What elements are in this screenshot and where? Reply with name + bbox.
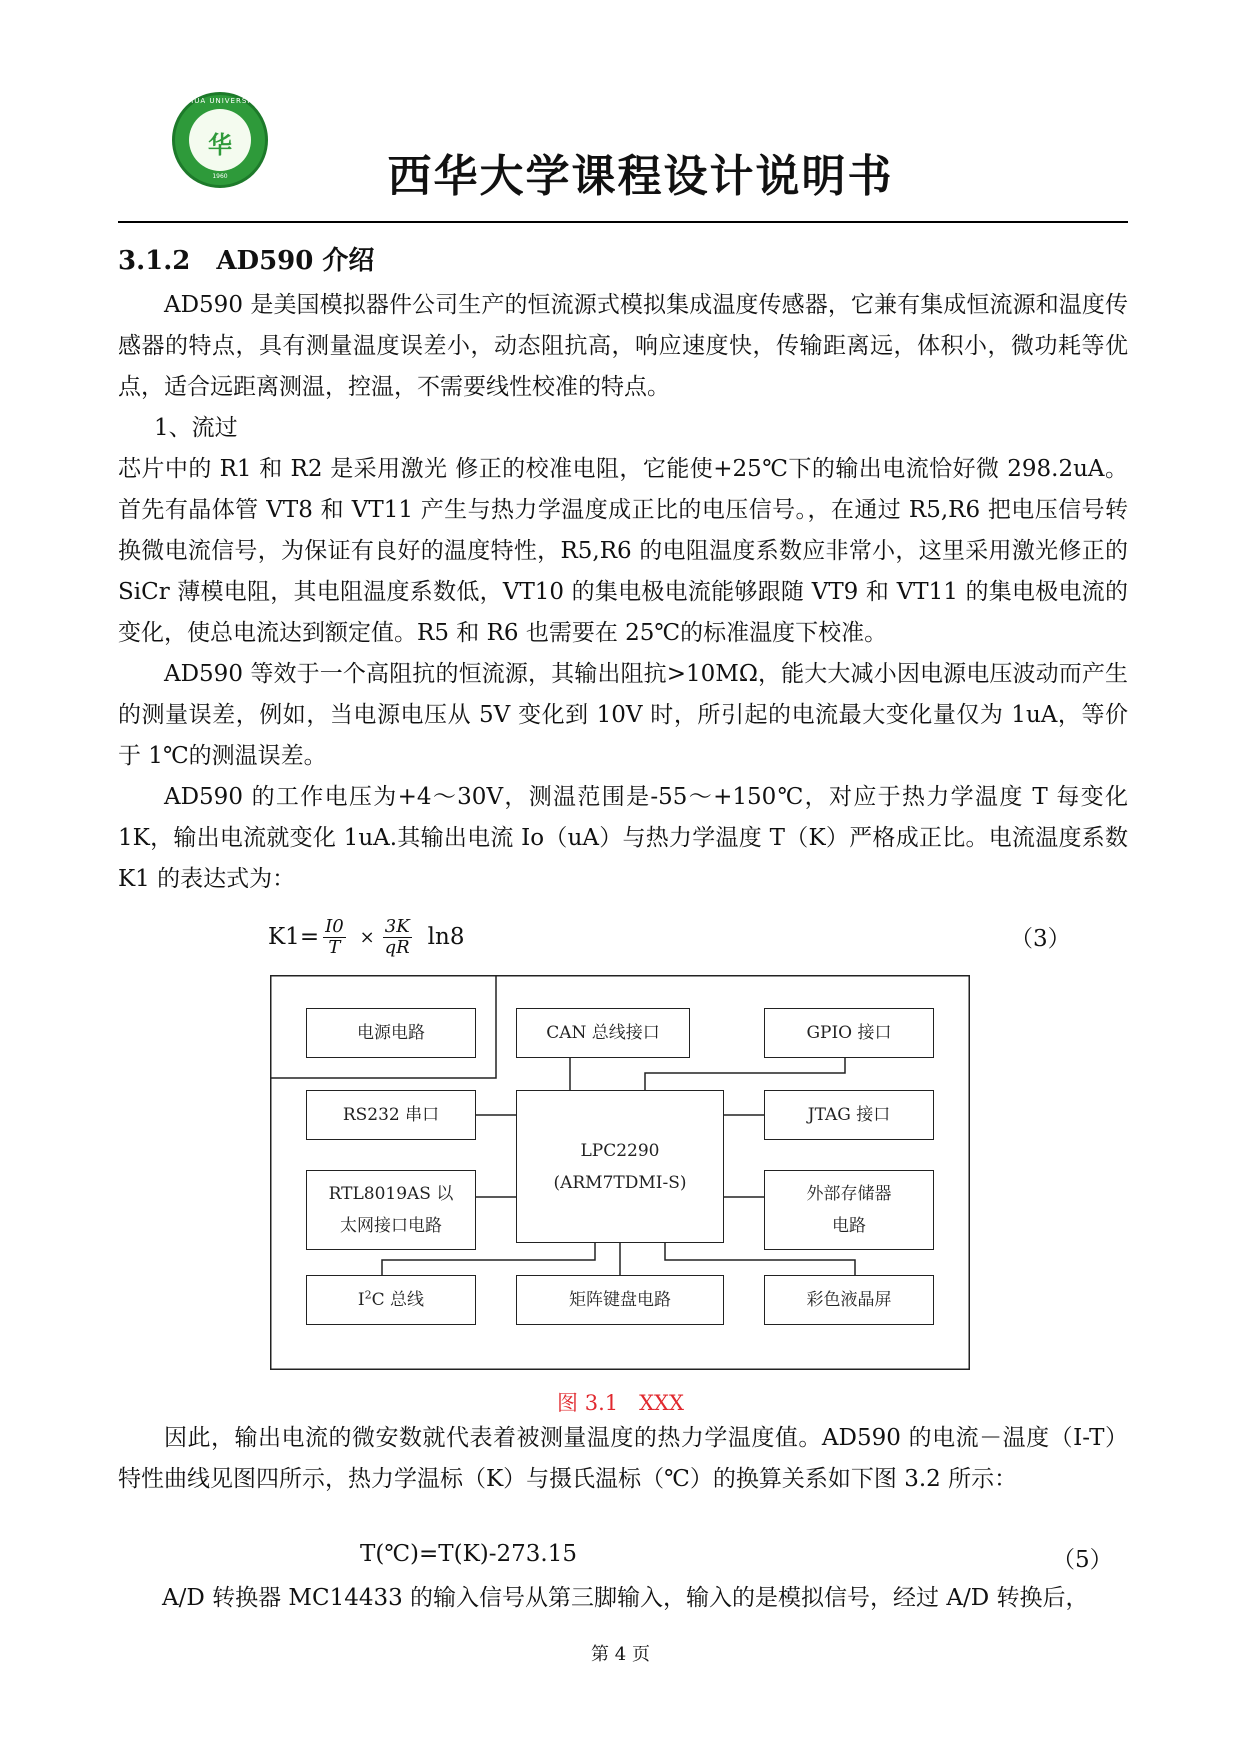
- fraction-denominator: T: [328, 936, 341, 958]
- formula-lhs: K1=: [268, 924, 320, 950]
- block-keypad: [516, 1275, 724, 1325]
- fraction-numerator: 3K: [384, 915, 410, 937]
- paragraph-operating-range: AD590 的工作电压为+4～30V，测温范围是-55～+150℃，对应于热力学温度 T 每变化 1K，输出电流就变化 1uA.其输出电流 Io（uA）与热力学温度 T（K）严格成正比。电流温度系数 K1 的表达式为：: [118, 784, 1128, 892]
- list-item-heading: 1、流过: [154, 415, 238, 441]
- fraction-3k-qr: [383, 917, 412, 958]
- fraction-numerator: I0: [325, 915, 344, 937]
- i2c-superscript: 2: [364, 1288, 372, 1302]
- block-label-line1: 外部存储器: [806, 1184, 892, 1204]
- figure-caption: 图 3.1 XXX: [557, 1391, 684, 1415]
- paragraph-calibration: 芯片中的 R1 和 R2 是采用激光 修正的校准电阻，它能使+25℃下的输出电流恰好微 298.2uA。首先有晶体管 VT8 和 VT11 产生与热力学温度成正比的电压信号。，在通过 R5,R6 把电压信号转换微电流信号，为保证有良好的温度特性，R5,R6 的电阻温度系数应非常小，这里采用激光修正的 SiCr 薄模电阻，其电阻温度系数低，VT10 的集电极电流能够跟随 VT9 和 VT11 的集电极电流的变化，使总电流达到额定值。R5 和 R6 也需要在 25℃的标准温度下校准。: [118, 456, 1128, 646]
- equation-number-5: （5）: [1052, 1547, 1113, 1573]
- block-gpio: [764, 1008, 934, 1058]
- block-label: 彩色液晶屏: [806, 1290, 892, 1310]
- multiply-sign: ×: [359, 926, 375, 948]
- block-label: 矩阵键盘电路: [569, 1290, 671, 1310]
- formula-temperature-conversion: T(℃)=T(K)-273.15: [360, 1541, 578, 1567]
- logo-ring-text: XIHUA UNIVERSITY: [179, 97, 261, 105]
- cpu-model: LPC2290: [580, 1140, 660, 1161]
- formula-ln-term: ln8: [427, 924, 465, 950]
- paragraph-impedance: AD590 等效于一个高阻抗的恒流源，其输出阻抗>10MΩ，能大大减小因电源电压波动而产生的测量误差，例如，当电源电压从 5V 变化到 10V 时，所引起的电流最大变化量仅为 1uA，等价于 1℃的测温误差。: [118, 661, 1128, 769]
- block-label: RS232 串口: [342, 1105, 440, 1125]
- block-label: CAN 总线接口: [546, 1023, 660, 1043]
- paragraph-adc: A/D 转换器 MC14433 的输入信号从第三脚输入，输入的是模拟信号，经过 A/D 转换后，: [162, 1585, 1089, 1611]
- fraction-denominator: qR: [384, 936, 410, 958]
- fraction-i0-t: [323, 917, 346, 958]
- block-ethernet: [306, 1170, 476, 1250]
- block-external-memory: [764, 1170, 934, 1250]
- block-label-line1: RTL8019AS 以: [328, 1184, 454, 1204]
- logo-glyph: 华: [208, 130, 232, 159]
- block-power-circuit: [306, 1008, 476, 1058]
- formula-k1: [268, 912, 464, 962]
- i2c-prefix: I: [357, 1290, 365, 1310]
- cpu-core: (ARM7TDMI-S): [553, 1172, 687, 1193]
- block-label-line2: 电路: [832, 1216, 866, 1236]
- block-label: [358, 1284, 424, 1316]
- block-lcd: [764, 1275, 934, 1325]
- page-number: 第 4 页: [591, 1644, 650, 1665]
- block-diagram: [270, 975, 970, 1370]
- header-divider: [118, 221, 1128, 223]
- block-label: 电源电路: [357, 1023, 425, 1043]
- paragraph-intro: AD590 是美国模拟器件公司生产的恒流源式模拟集成温度传感器，它兼有集成恒流源和温度传感器的特点，具有测量温度误差小，动态阻抗高，响应速度快，传输距离远，体积小，微功耗等优点，适合远距离测温，控温，不需要线性校准的特点。: [118, 292, 1128, 400]
- i2c-suffix: C 总线: [371, 1290, 425, 1310]
- block-cpu: [516, 1090, 724, 1243]
- block-label-line2: 太网接口电路: [340, 1216, 442, 1236]
- section-heading: 3.1.2 AD590 介绍: [118, 246, 375, 276]
- document-title: 西华大学课程设计说明书: [387, 151, 894, 202]
- block-jtag: [764, 1090, 934, 1140]
- block-rs232: [306, 1090, 476, 1140]
- block-label: JTAG 接口: [807, 1105, 891, 1125]
- block-label: GPIO 接口: [806, 1023, 892, 1043]
- block-can-bus: [516, 1008, 690, 1058]
- logo-year: 1960: [212, 173, 228, 180]
- block-i2c-bus: [306, 1275, 476, 1325]
- paragraph-conversion: 因此，输出电流的微安数就代表着被测量温度的热力学温度值。AD590 的电流－温度（I-T）特性曲线见图四所示，热力学温标（K）与摄氏温标（℃）的换算关系如下图 3.2 所示：: [118, 1425, 1128, 1492]
- equation-number-3: （3）: [1010, 926, 1071, 952]
